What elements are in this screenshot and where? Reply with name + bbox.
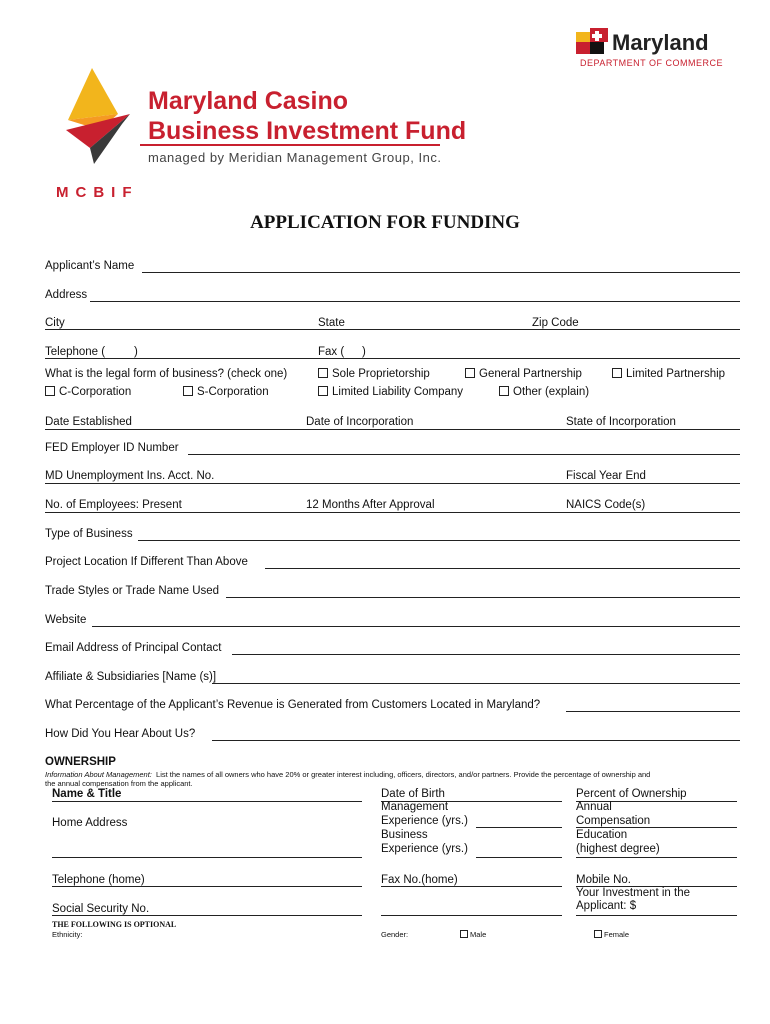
checkbox-icon[interactable]: [465, 368, 475, 378]
biz-exp-line1: Business: [381, 829, 428, 841]
investment-line1: Your Investment in the: [576, 887, 691, 899]
investment-line2: Applicant: $: [576, 900, 637, 912]
email-field[interactable]: [232, 654, 740, 655]
trade-styles-label: Trade Styles or Trade Name Used: [45, 585, 220, 597]
option-sole-proprietorship[interactable]: [318, 368, 430, 380]
dates-field[interactable]: [45, 429, 740, 430]
telephone-label: Telephone (: [45, 346, 106, 358]
hear-about-field[interactable]: [212, 740, 740, 741]
maryland-logo-text: Maryland: [612, 30, 709, 55]
dob-field[interactable]: [381, 801, 562, 802]
option-general-partnership[interactable]: [465, 368, 582, 380]
mgmt-exp-field[interactable]: [476, 827, 562, 828]
option-label: S-Corporation: [197, 386, 269, 398]
telephone-home-field[interactable]: [52, 886, 362, 887]
management-info-text2: the annual compensation from the applicant.: [45, 779, 193, 788]
home-address-label: Home Address: [52, 817, 128, 829]
zip-label: Zip Code: [532, 317, 579, 329]
option-llc[interactable]: [318, 386, 463, 398]
trade-styles-field[interactable]: [226, 597, 740, 598]
city-label: City: [45, 317, 65, 329]
female-label: Female: [604, 930, 630, 939]
revenue-pct-label: What Percentage of the Applicant’s Revenue is Generated from Customers Located in Maryland?: [45, 699, 541, 711]
affiliates-field[interactable]: [212, 683, 740, 684]
management-info-label: Information About Management:: [45, 770, 152, 779]
name-title-field[interactable]: [52, 801, 362, 802]
optional-heading: THE FOLLOWING IS OPTIONAL: [52, 920, 177, 929]
home-address-field[interactable]: [52, 857, 362, 858]
option-c-corporation[interactable]: [45, 386, 131, 398]
ownership-heading: OWNERSHIP: [45, 756, 116, 768]
title-divider: [140, 144, 440, 146]
legal-form-question: What is the legal form of business? (check one): [45, 368, 288, 380]
ssn-label: Social Security No.: [52, 903, 150, 915]
address-label: Address: [45, 289, 88, 301]
website-field[interactable]: [92, 626, 740, 627]
option-label: Other (explain): [513, 386, 590, 398]
management-info: [45, 770, 650, 779]
telephone-close: ): [134, 346, 138, 358]
checkbox-icon[interactable]: [318, 386, 328, 396]
mgmt-exp-line2: Experience (yrs.): [381, 815, 468, 827]
applicant-name-label: Applicant’s Name: [45, 260, 135, 272]
checkbox-icon[interactable]: [612, 368, 622, 378]
gender-female-option[interactable]: [594, 930, 629, 939]
education-line1: Education: [576, 829, 628, 841]
gender-male-option[interactable]: [460, 930, 486, 939]
annual-comp-field[interactable]: [576, 827, 737, 828]
option-label: Limited Partnership: [626, 368, 726, 380]
fed-id-label: FED Employer ID Number: [45, 442, 179, 454]
type-business-field[interactable]: [138, 540, 740, 541]
fax-label: Fax (: [318, 346, 345, 358]
checkbox-icon[interactable]: [594, 930, 602, 938]
affiliates-label: Affiliate & Subsidiaries [Name (s)]: [45, 671, 217, 683]
blank-field[interactable]: [381, 915, 562, 916]
education-field[interactable]: [576, 857, 737, 858]
ssn-field[interactable]: [52, 915, 362, 916]
option-s-corporation[interactable]: [183, 386, 269, 398]
employees-present-label: No. of Employees: Present: [45, 499, 182, 511]
managed-by: managed by Meridian Management Group, Inc.: [148, 150, 442, 165]
investment-field[interactable]: [576, 915, 737, 916]
ethnicity-label: Ethnicity:: [52, 930, 83, 939]
website-label: Website: [45, 614, 87, 626]
option-other[interactable]: [499, 386, 589, 398]
fax-home-label: Fax No.(home): [381, 874, 458, 886]
mcbif-emblem-icon: [60, 68, 140, 178]
gender-label: Gender:: [381, 930, 409, 939]
option-label: Limited Liability Company: [332, 386, 464, 398]
annual-comp-line1: Annual: [576, 801, 612, 813]
education-line2: (highest degree): [576, 843, 660, 855]
md-unemployment-label: MD Unemployment Ins. Acct. No.: [45, 470, 215, 482]
fiscal-year-end-label: Fiscal Year End: [566, 470, 646, 482]
checkbox-icon[interactable]: [499, 386, 509, 396]
telephone-home-label: Telephone (home): [52, 874, 145, 886]
dob-label: Date of Birth: [381, 788, 445, 800]
type-business-label: Type of Business: [45, 528, 133, 540]
annual-comp-line2: Compensation: [576, 815, 651, 827]
biz-exp-field[interactable]: [476, 857, 562, 858]
project-location-field[interactable]: [265, 568, 740, 569]
male-label: Male: [470, 930, 487, 939]
maryland-flag-icon: [576, 28, 610, 56]
revenue-pct-field[interactable]: [566, 711, 740, 712]
date-established-label: Date Established: [45, 416, 132, 428]
address-field[interactable]: [90, 301, 740, 302]
state-incorporation-label: State of Incorporation: [566, 416, 676, 428]
naics-label: NAICS Code(s): [566, 499, 646, 511]
form-title: APPLICATION FOR FUNDING: [250, 212, 520, 233]
checkbox-icon[interactable]: [45, 386, 55, 396]
fund-title-line1: Maryland Casino: [148, 87, 349, 115]
project-location-label: Project Location If Different Than Above: [45, 556, 248, 568]
email-label: Email Address of Principal Contact: [45, 642, 222, 654]
mgmt-exp-line1: Management: [381, 801, 449, 813]
hear-about-label: How Did You Hear About Us?: [45, 728, 196, 740]
city-state-zip-field[interactable]: [45, 329, 740, 330]
telephone-fax-field[interactable]: [45, 358, 740, 359]
date-incorporation-label: Date of Incorporation: [306, 416, 414, 428]
checkbox-icon[interactable]: [318, 368, 328, 378]
checkbox-icon[interactable]: [460, 930, 468, 938]
employees-naics-field[interactable]: [45, 512, 740, 513]
fund-title-line2: Business Investment Fund: [148, 117, 467, 145]
state-label: State: [318, 317, 345, 329]
name-title-label: Name & Title: [52, 788, 122, 800]
acronym: MCBIF: [56, 184, 139, 201]
management-info-text: List the names of all owners who have 20% or greater interest including, officers, directors, and/or partners. Provide the percentage of ownership and: [156, 770, 651, 779]
option-limited-partnership[interactable]: [612, 368, 725, 380]
fed-id-field[interactable]: [188, 454, 740, 455]
fax-home-field[interactable]: [381, 886, 562, 887]
biz-exp-line2: Experience (yrs.): [381, 843, 468, 855]
fax-close: ): [362, 346, 366, 358]
unemployment-fiscal-field[interactable]: [45, 483, 740, 484]
option-label: C-Corporation: [59, 386, 132, 398]
pct-ownership-label: Percent of Ownership: [576, 788, 687, 800]
applicant-name-field[interactable]: [142, 272, 740, 273]
option-label: General Partnership: [479, 368, 582, 380]
option-label: Sole Proprietorship: [332, 368, 430, 380]
mobile-label: Mobile No.: [576, 874, 631, 886]
checkbox-icon[interactable]: [183, 386, 193, 396]
dept-commerce-text: DEPARTMENT OF COMMERCE: [580, 58, 724, 68]
employees-12mo-label: 12 Months After Approval: [306, 499, 435, 511]
